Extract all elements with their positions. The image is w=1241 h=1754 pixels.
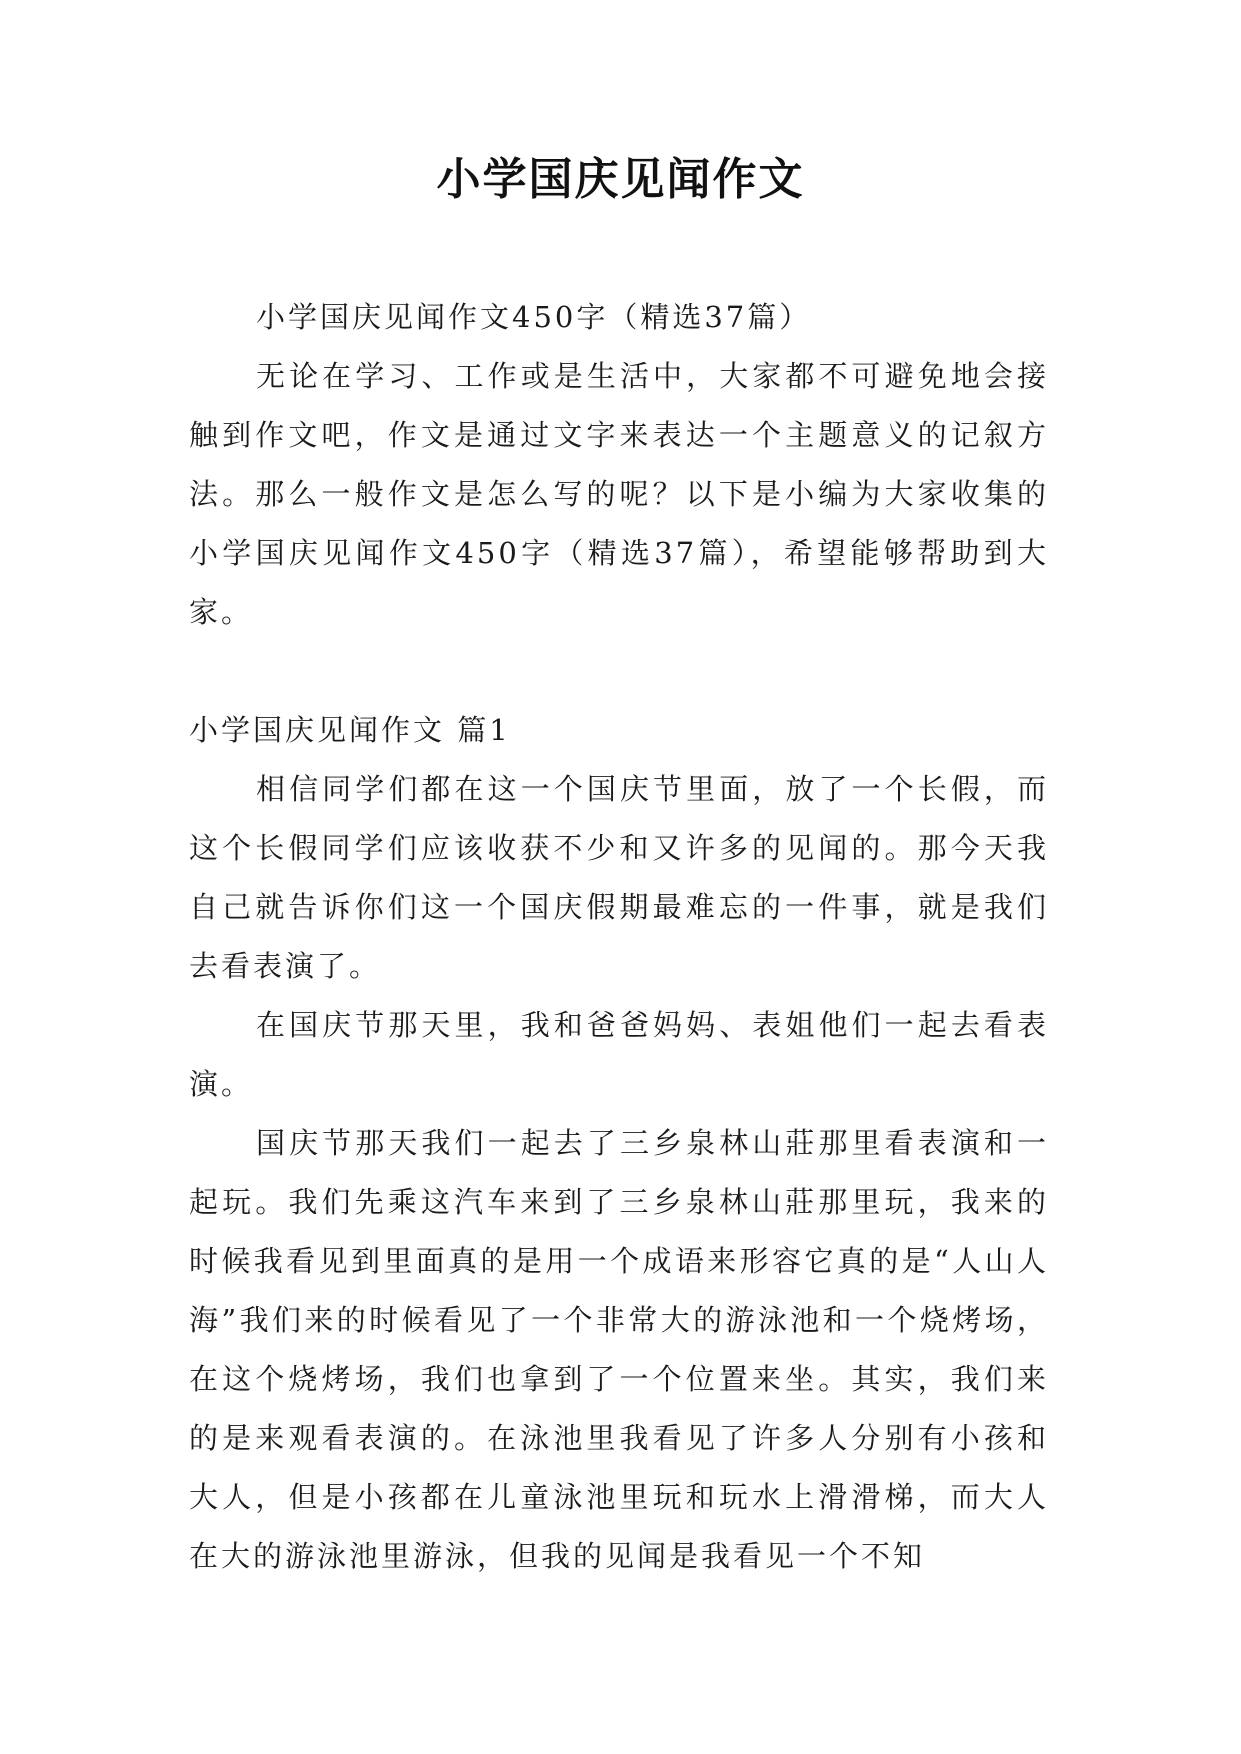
section-paragraph: 国庆节那天我们一起去了三乡泉林山莊那里看表演和一起玩。我们先乘这汽车来到了三乡泉林山莊那里玩，我来的时候我看见到里面真的是用一个成语来形容它真的是“人山人海”我们来的时候看见了一个非常大的游泳池和一个烧烤场，在这个烧烤场，我们也拿到了一个位置来坐。其实，我们来的是来观看表演的。在泳池里我看见了许多人分别有小孩和大人，但是小孩都在儿童泳池里玩和玩水上滑滑梯，而大人在大的游泳池里游泳，但我的见闻是我看见一个不知 xyxy=(189,1126,1049,1573)
section-paragraph: 在国庆节那天里，我和爸爸妈妈、表姐他们一起去看表演。 xyxy=(189,1008,1049,1101)
section-heading: 小学国庆见闻作文 篇1 xyxy=(189,713,511,747)
intro-subtitle: 小学国庆见闻作文450字（精选37篇） xyxy=(256,300,812,334)
document-title: 小学国庆见闻作文 xyxy=(436,154,805,205)
section-spacer xyxy=(189,642,1049,701)
document-body xyxy=(189,288,1049,1586)
section-paragraph: 相信同学们都在这一个国庆节里面，放了一个长假，而这个长假同学们应该收获不少和又许多的见闻的。那今天我自己就告诉你们这一个国庆假期最难忘的一件事，就是我们去看表演了。 xyxy=(189,772,1049,983)
intro-paragraph: 无论在学习、工作或是生活中，大家都不可避免地会接触到作文吧，作文是通过文字来表达一个主题意义的记叙方法。那么一般作文是怎么写的呢？以下是小编为大家收集的小学国庆见闻作文450字（精选37篇），希望能够帮助到大家。 xyxy=(189,359,1049,629)
